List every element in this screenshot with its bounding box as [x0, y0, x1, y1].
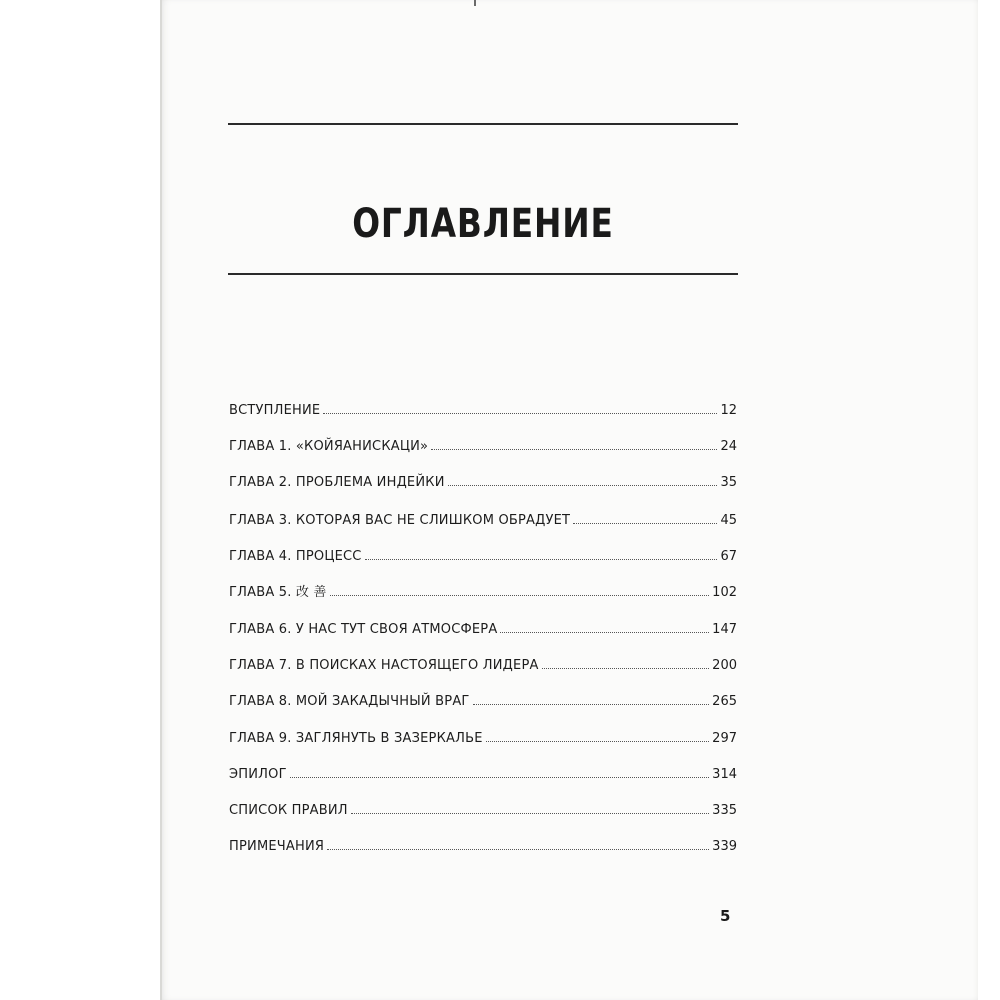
- toc-entry-label: ГЛАВА 4. ПРОЦЕСС: [229, 549, 362, 564]
- toc-entry-label: ГЛАВА 9. ЗАГЛЯНУТЬ В ЗАЗЕРКАЛЬЕ: [229, 731, 483, 746]
- toc-entry-label: ГЛАВА 1. «КОЙЯАНИСКАЦИ»: [229, 439, 429, 454]
- toc-entry[interactable]: [229, 508, 737, 528]
- toc-entry-page: 200: [712, 658, 737, 673]
- toc-entry-page: 102: [712, 585, 737, 600]
- toc-entry[interactable]: [229, 434, 737, 454]
- toc-entry-page: 12: [720, 403, 737, 418]
- toc-entry-page: 314: [712, 767, 737, 782]
- toc-dot-leader: [327, 849, 709, 850]
- toc-entry-label: ГЛАВА 8. МОЙ ЗАКАДЫЧНЫЙ ВРАГ: [229, 694, 470, 709]
- toc-entry-page: 147: [712, 622, 737, 637]
- page-gutter: [160, 0, 162, 1000]
- toc-entry[interactable]: [229, 834, 737, 854]
- toc-dot-leader: [330, 595, 710, 596]
- page-title: ОГЛАВЛЕНИЕ: [352, 200, 614, 247]
- toc-entry-label: ГЛАВА 6. У НАС ТУТ СВОЯ АТМОСФЕРА: [229, 622, 498, 637]
- toc-entry[interactable]: [229, 470, 737, 490]
- toc-entry-page: 265: [712, 694, 737, 709]
- toc-entry-label: ГЛАВА 5. 改 善: [229, 585, 327, 600]
- toc-dot-leader: [500, 632, 709, 633]
- toc-dot-leader: [448, 485, 718, 486]
- toc-entry-label: ПРИМЕЧАНИЯ: [229, 839, 325, 854]
- toc-entry-label: ГЛАВА 2. ПРОБЛЕМА ИНДЕЙКИ: [229, 475, 445, 490]
- toc-dot-leader: [431, 449, 717, 450]
- toc-dot-leader: [542, 668, 710, 669]
- toc-dot-leader: [486, 741, 710, 742]
- toc-entry-page: 339: [712, 839, 737, 854]
- toc-entry-page: 335: [712, 803, 737, 818]
- toc-entry-label: ГЛАВА 3. КОТОРАЯ ВАС НЕ СЛИШКОМ ОБРАДУЕТ: [229, 513, 571, 528]
- toc-entry-label: ВСТУПЛЕНИЕ: [229, 403, 321, 418]
- toc-entry-label: ЭПИЛОГ: [229, 767, 287, 782]
- top-rule: [228, 123, 738, 125]
- toc-entry[interactable]: [229, 398, 737, 418]
- toc-dot-leader: [573, 523, 717, 524]
- toc-entry-page: 297: [712, 731, 737, 746]
- toc-dot-leader: [323, 413, 717, 414]
- page-number: 5: [720, 907, 731, 925]
- toc-entry[interactable]: [229, 726, 737, 746]
- toc-entry-page: 67: [720, 549, 737, 564]
- toc-entry-page: 45: [720, 513, 737, 528]
- toc-entry-page: 35: [720, 475, 737, 490]
- toc-dot-leader: [473, 704, 710, 705]
- toc-entry-label: ГЛАВА 7. В ПОИСКАХ НАСТОЯЩЕГО ЛИДЕРА: [229, 658, 539, 673]
- toc-entry[interactable]: [229, 544, 737, 564]
- toc-entry-page: 24: [720, 439, 737, 454]
- toc-dot-leader: [351, 813, 709, 814]
- toc-entry[interactable]: [229, 580, 737, 600]
- toc-entry[interactable]: [229, 653, 737, 673]
- toc-entry-label: СПИСОК ПРАВИЛ: [229, 803, 348, 818]
- toc-entry[interactable]: [229, 617, 737, 637]
- toc-entry[interactable]: [229, 798, 737, 818]
- bottom-rule: [228, 273, 738, 275]
- toc-entry[interactable]: [229, 689, 737, 709]
- toc-dot-leader: [365, 559, 718, 560]
- print-speck: [474, 0, 476, 6]
- toc-entry[interactable]: [229, 762, 737, 782]
- toc-dot-leader: [290, 777, 709, 778]
